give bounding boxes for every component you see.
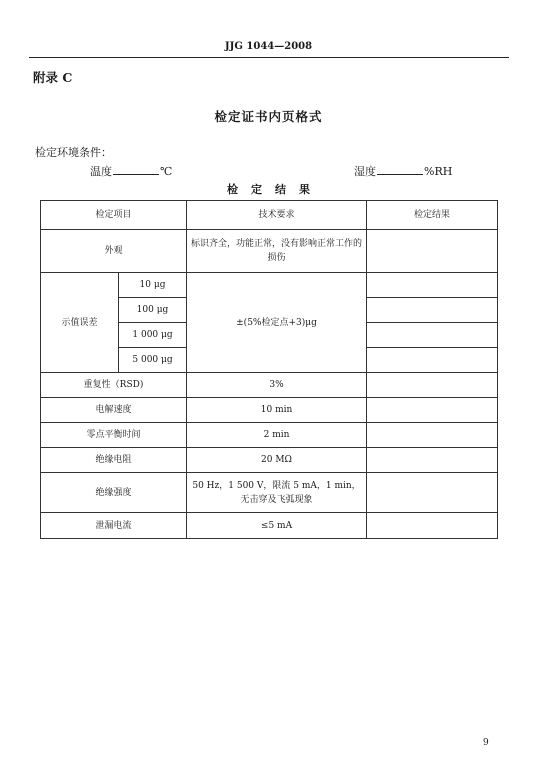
- table-header-row: [41, 201, 498, 230]
- test-point-cell: 10 μg: [119, 273, 187, 298]
- requirement-cell: ±(5%检定点+3)μg: [187, 273, 367, 373]
- requirement-cell: 10 min: [187, 398, 367, 423]
- humidity-label: 湿度: [354, 165, 376, 178]
- result-cell: [367, 473, 498, 513]
- humidity-blank: [377, 164, 423, 175]
- result-cell: [367, 273, 498, 298]
- appendix-label: 附录 C: [33, 70, 73, 85]
- item-cell: 示值误差: [41, 273, 119, 373]
- temperature-blank: [113, 164, 159, 175]
- humidity-unit: %RH: [424, 165, 453, 178]
- requirement-cell: 3%: [187, 373, 367, 398]
- item-cell: 外观: [41, 230, 187, 273]
- test-point-cell: 100 μg: [119, 298, 187, 323]
- result-cell: [367, 373, 498, 398]
- test-point-cell: 1 000 μg: [119, 323, 187, 348]
- item-cell: 绝缘电阻: [41, 448, 187, 473]
- table-row: [41, 230, 498, 273]
- header-item: 检定项目: [41, 201, 187, 230]
- page-title: 检定证书内页格式: [214, 109, 323, 124]
- item-cell: 零点平衡时间: [41, 423, 187, 448]
- requirement-line: 无击穿及飞弧现象: [240, 494, 313, 505]
- item-cell: 重复性（RSD): [41, 373, 187, 398]
- temperature-label: 温度: [90, 165, 112, 178]
- requirement-cell: [187, 473, 367, 513]
- result-cell: [367, 323, 498, 348]
- result-cell: [367, 348, 498, 373]
- requirement-cell: ≤5 mA: [187, 513, 367, 539]
- header-result: 检定结果: [367, 201, 498, 230]
- temperature-unit: ℃: [160, 165, 173, 178]
- table-row: [41, 273, 498, 298]
- item-cell: 电解速度: [41, 398, 187, 423]
- page-number: 9: [483, 738, 489, 748]
- verification-results-table: [40, 200, 498, 539]
- temperature-field: [90, 163, 172, 179]
- requirement-cell: 2 min: [187, 423, 367, 448]
- environment-conditions-label: 检定环境条件：: [35, 146, 112, 159]
- table-row: [41, 423, 498, 448]
- results-title: 检定结果: [227, 183, 323, 196]
- table-row: [41, 473, 498, 513]
- table-row: [41, 513, 498, 539]
- result-cell: [367, 298, 498, 323]
- table-row: [41, 373, 498, 398]
- requirement-cell: 20 MΩ: [187, 448, 367, 473]
- header-rule: [29, 57, 509, 58]
- humidity-field: [354, 163, 452, 179]
- result-cell: [367, 448, 498, 473]
- table-row: [41, 448, 498, 473]
- item-cell: 泄漏电流: [41, 513, 187, 539]
- requirement-cell: 标识齐全，功能正常，没有影响正常工作的损伤: [187, 230, 367, 273]
- item-cell: 绝缘强度: [41, 473, 187, 513]
- requirement-line: 50 Hz，1 500 V，限流 5 mA，1 min，: [192, 480, 361, 491]
- result-cell: [367, 398, 498, 423]
- table-row: [41, 398, 498, 423]
- result-cell: [367, 423, 498, 448]
- result-cell: [367, 230, 498, 273]
- test-point-cell: 5 000 μg: [119, 348, 187, 373]
- result-cell: [367, 513, 498, 539]
- document-code-header: JJG 1044—2008: [224, 41, 313, 52]
- header-requirement: 技术要求: [187, 201, 367, 230]
